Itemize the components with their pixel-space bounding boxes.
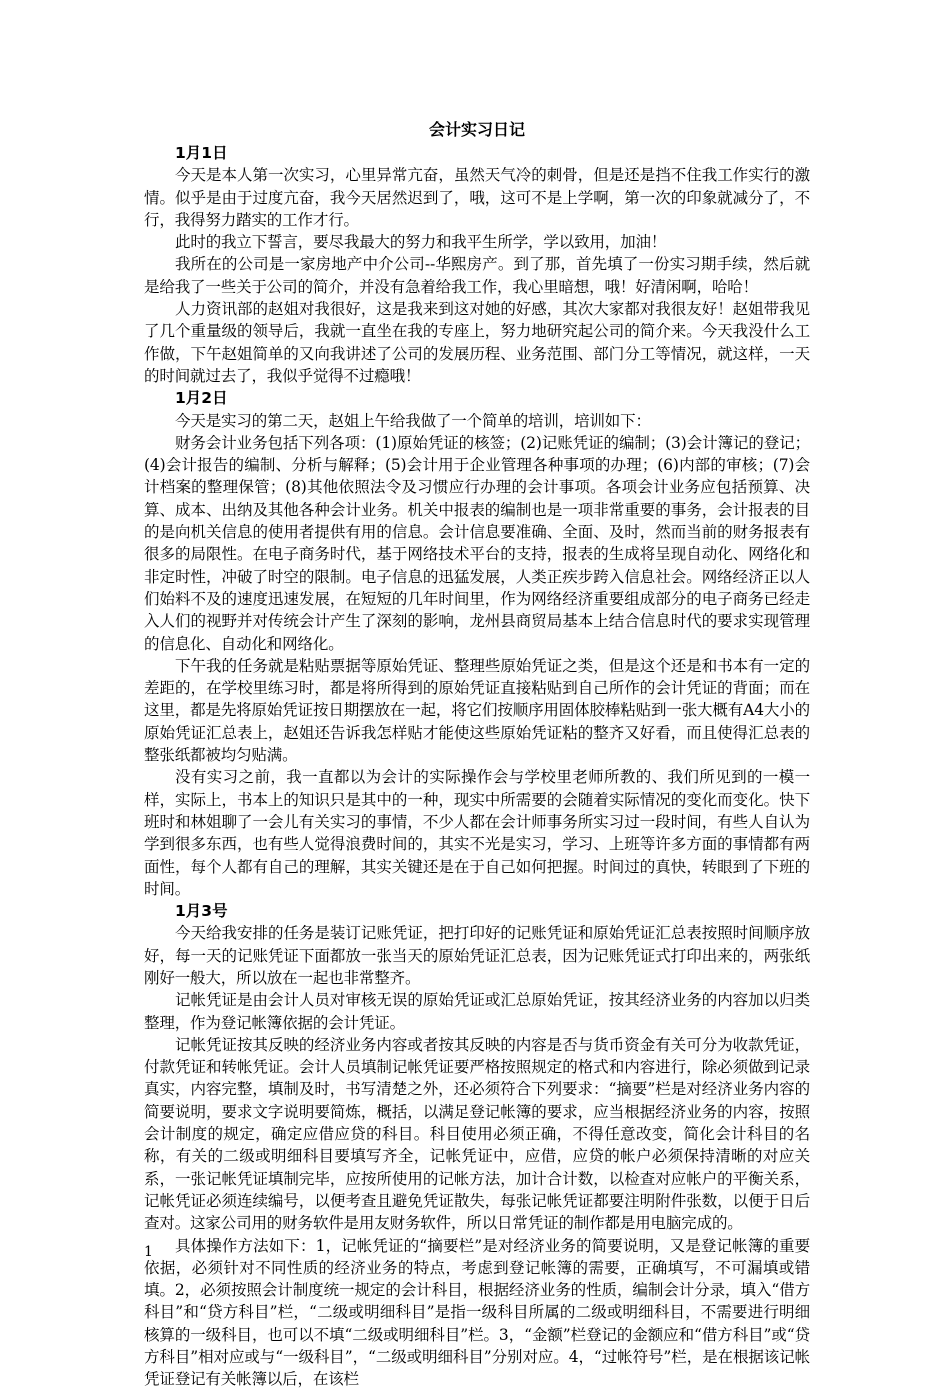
- paragraph: 财务会计业务包括下列各项：(1)原始凭证的核签；(2)记账凭证的编制；(3)会计簿记的登记；(4)会计报告的编制、分析与解释；(5)会计用于企业管理各种事项的办理；(6)内部的审核；(7)会计档案的整理保管；(8)其他依照法令及习惯应行办理的会计事项。各项会计业务应包括预算、决算、成本、出纳及其他各种会计业务。机关中报表的编制也是一项非常重要的事务，会计报表的目的是向机关信息的使用者提供有用的信息。会计信息要准确、全面、及时，然而当前的财务报表有很多的局限性。在电子商务时代，基于网络技术平台的支持，报表的生成将呈现自动化、网络化和非定时性，冲破了时空的限制。电子信息的迅猛发展，人类正疾步跨入信息社会。网络经济正以人们始料不及的速度迅速发展，在短短的几年时间里，作为网络经济重要组成部分的电子商务已经走入人们的视野并对传统会计产生了深刻的影响，龙州县商贸局基本上结合信息时代的要求实现管理的信息化、自动化和网络化。: [144, 433, 810, 653]
- paragraph: 我所在的公司是一家房地产中介公司--华熙房产。到了那，首先填了一份实习期手续，然后就是给我了一些关于公司的简介，并没有急着给我工作，我心里暗想，哦！好清闲啊，哈哈！: [144, 255, 810, 296]
- entry-date: 1月1日: [175, 144, 228, 162]
- paragraph: 人力资讯部的赵姐对我很好，这是我来到这对她的好感，其次大家都对我很友好！赵姐带我见了几个重量级的领导后，我就一直坐在我的专座上，努力地研究起公司的简介来。今天我没什么工作做，下午赵姐简单的又向我讲述了公司的发展历程、业务范围、部门分工等情况，就这样，一天的时间就过去了，我似乎觉得不过瘾哦！: [144, 300, 810, 385]
- paragraph: 没有实习之前，我一直都以为会计的实际操作会与学校里老师所教的、我们所见到的一模一样，实际上，书本上的知识只是其中的一种，现实中所需要的会随着实际情况的变化而变化。快下班时和林姐聊了一会儿有关实习的事情，不少人都在会计师事务所实习过一段时间，有些人自认为学到很多东西，也有些人觉得浪费时间的，其实不光是实习，学习、上班等许多方面的事情都有两面性，每个人都有自己的理解，其实关键还是在于自己如何把握。时间过的真快，转眼到了下班的时间。: [144, 768, 810, 898]
- entry-date: 1月3号: [175, 902, 228, 921]
- paragraph: 今天是本人第一次实习，心里异常亢奋，虽然天气冷的刺骨，但是还是挡不住我工作实行的激情。似乎是由于过度亢奋，我今天居然迟到了，哦，这可不是上学啊，第一次的印象就减分了，不行，我得努力踏实的工作才行。: [144, 166, 810, 229]
- paragraph: 具体操作方法如下：1，记帐凭证的“摘要栏”是对经济业务的简要说明，又是登记帐簿的重要依据，必须针对不同性质的经济业务的特点，考虑到登记帐簿的需要，正确填写，不可漏填或错填。2，必须按照会计制度统一规定的会计科目，根据经济业务的性质，编制会计分录，填入“借方科目”和“贷方科目”栏，“二级或明细科目”是指一级科目所属的二级或明细科目，不需要进行明细核算的一级科目，也可以不填“二级或明细科目”栏。3，“金额”栏登记的金额应和“借方科目”或“贷方科目”相对应或与“一级科目”，“二级或明细科目”分别对应。4，“过帐符号”栏，是在根据该记帐凭证登记有关帐簿以后，在该栏: [144, 1236, 810, 1389]
- entry-date: 1月2日: [175, 389, 228, 408]
- paragraph: 今天是实习的第二天，赵姐上午给我做了一个简单的培训，培训如下：: [175, 411, 651, 430]
- page-number: 1: [144, 1244, 153, 1260]
- paragraph: 下午我的任务就是粘贴票据等原始凭证、整理些原始凭证之类，但是这个还是和书本有一定的差距的，在学校里练习时，都是将所得到的原始凭证直接粘贴到自己所作的会计凭证的背面；而在这里，都是先将原始凭证按日期摆放在一起，将它们按顺序用固体胶棒粘贴到一张大概有A4大小的原始凭证汇总表上，赵姐还告诉我怎样贴才能使这些原始凭证粘的整齐又好看，而且使得汇总表的整张纸都被均匀贴满。: [144, 656, 810, 765]
- document-page: [144, 108, 810, 1391]
- paragraph: 今天给我安排的任务是装订记账凭证，把打印好的记账凭证和原始凭证汇总表按照时间顺序放好，每一天的记账凭证下面都放一张当天的原始凭证汇总表，因为记账凭证式打印出来的，两张纸刚好一般大，所以放在一起也非常整齐。: [144, 924, 810, 987]
- document-title: 会计实习日记: [428, 120, 525, 139]
- paragraph: 记帐凭证按其反映的经济业务内容或者按其反映的内容是否与货币资金有关可分为收款凭证，付款凭证和转帐凭证。会计人员填制记帐凭证要严格按照规定的格式和内容进行，除必须做到记录真实，内容完整，填制及时，书写清楚之外，还必须符合下列要求：“摘要”栏是对经济业务内容的简要说明，要求文字说明要简炼，概括，以满足登记帐簿的要求，应当根据经济业务的内容，按照会计制度的规定，确定应借应贷的科目。科目使用必须正确，不得任意改变，简化会计科目的名称，有关的二级或明细科目要填写齐全，记帐凭证中，应借，应贷的帐户必须保持清晰的对应关系，一张记帐凭证填制完毕，应按所使用的记帐方法，加计合计数，以检查对应帐户的平衡关系，记帐凭证必须连续编号，以便考查且避免凭证散失，每张记帐凭证都要注明附件张数，以便于日后查对。这家公司用的财务软件是用友财务软件，所以日常凭证的制作都是用电脑完成的。: [144, 1035, 810, 1233]
- paragraph: 记帐凭证是由会计人员对审核无误的原始凭证或汇总原始凭证，按其经济业务的内容加以归类整理，作为登记帐簿依据的会计凭证。: [144, 991, 810, 1032]
- paragraph: 此时的我立下誓言，要尽我最大的努力和我平生所学，学以致用，加油！: [175, 233, 667, 252]
